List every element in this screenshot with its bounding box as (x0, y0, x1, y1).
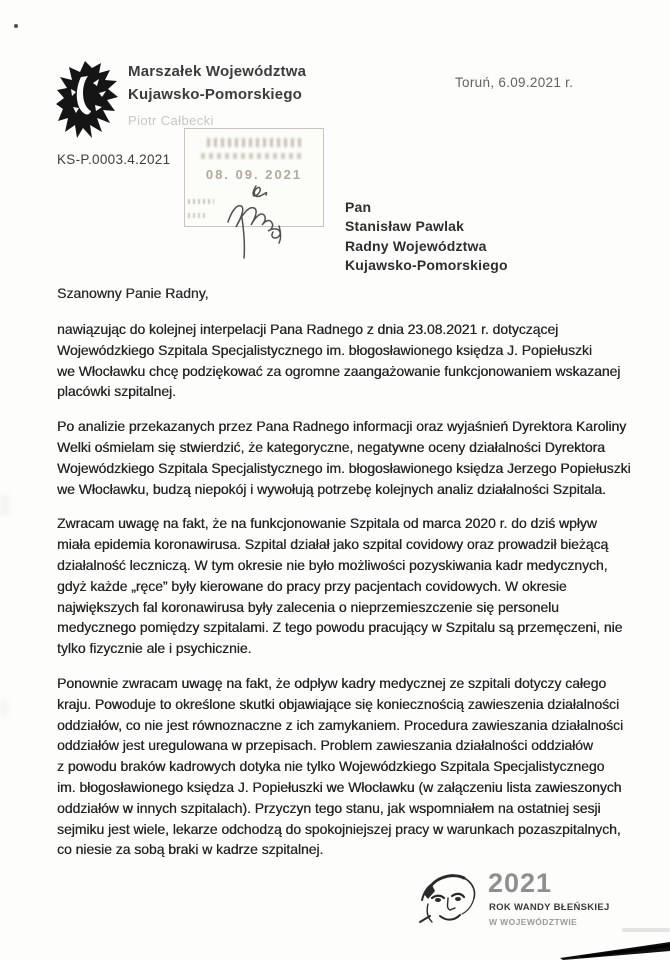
reference-number: KS-P.0003.4.2021 (57, 152, 171, 167)
stamp-illegible-text (201, 153, 305, 159)
text-line: co niesie za sobą braki w kadrze szpitalnej. (57, 841, 324, 858)
text-line: Zwracam uwagę na fakt, że na funkcjonowanie Szpitala od marca 2020 r. do dziś wpływ (57, 515, 597, 532)
paragraph (57, 319, 647, 402)
text-line: medycznego pomiędzy szpitalami. Z tego powodu pracujący w Szpitalu są przemęczeni, nie (57, 619, 623, 636)
stamp-illegible-text (188, 213, 208, 218)
text-line: miała epidemia koronawirusa. Szpital działał jako szpital covidowy oraz prowadził bieżącą (57, 536, 609, 553)
stamp-illegible-text (188, 199, 214, 204)
scan-shadow-wedge (560, 938, 670, 960)
text-line: działalność leczniczą. W tym okresie nie było możliwości pozyskiwania kadr medycznych, (57, 556, 608, 573)
letter-body (57, 319, 647, 874)
scan-speck (14, 24, 18, 28)
footer-caption-line1: ROK WANDY BŁEŃSKIEJ (489, 902, 610, 913)
recipient-line: Radny Województwa (345, 237, 487, 254)
salutation: Szanowny Panie Radny, (57, 285, 209, 301)
text-line: oddziałów w innych szpitalach). Przyczyn tego stanu, jak wspomniałem na ostatniej sesji (57, 799, 601, 816)
scan-edge-smudge (0, 495, 10, 515)
text-line: kraju. Powoduje to określone skutki objawiające się koniecznością zawieszenia działalności (57, 695, 620, 712)
paragraph (57, 673, 647, 860)
stamp-date: 08. 09. 2021 (205, 167, 303, 182)
paragraph (57, 416, 647, 499)
paragraph (57, 513, 647, 659)
recipient-line: Stanisław Pawlak (345, 218, 465, 235)
scan-edge-smudge (0, 700, 8, 716)
recipient-block (345, 198, 508, 275)
text-line: tylko fizycznie ale i psychicznie. (57, 640, 252, 657)
footer-year: 2021 (488, 868, 553, 898)
footer-caption-line2: W WOJEWÓDZTWIE (489, 917, 578, 927)
text-line: z powodu braków kadrowych dotyka nie tylko Wojewódzkiego Szpitala Specjalistycznego (57, 758, 605, 775)
text-line: we Włocławku chcę podziękować za ogromne zaangażowanie funkcjonowaniem wskazanej (57, 362, 621, 379)
text-line: oddziałów jest uregulowana w przepisach. Problem zawieszania działalności oddziałów (57, 737, 593, 754)
recipient-line: Kujawsko-Pomorskiego (345, 256, 508, 273)
text-line: we Włocławku, budzą niepokój i wywołują potrzebę kolejnych analiz działalności Szpitala. (57, 480, 606, 497)
text-line: nawiązując do kolejnej interpelacji Pana Radnego z dnia 23.08.2021 r. dotyczącej (57, 321, 559, 337)
sender-block (128, 60, 306, 132)
text-line: Ponownie zwracam uwagę na fakt, że odpływ kadry medycznej ze szpitali dotyczy całego (57, 674, 607, 691)
sender-title-line2: Kujawsko-Pomorskiego (128, 86, 303, 103)
text-line: gdyż każde „ręce” były kierowane do pracy przy pacjentach covidowych. W okresie (57, 577, 567, 594)
text-line: Wojewódzkiego Szpitala Specjalistycznego im. błogosławionego księdza J. Popiełuszki (57, 341, 592, 358)
recipient-line: Pan (345, 199, 372, 215)
scan-streak (622, 928, 670, 932)
text-line: oddziałów, co nie jest równoznaczne z ich zamykaniem. Procedura zawieszania działalności (57, 716, 623, 733)
sender-title-line1: Marszałek Województwa (128, 63, 307, 80)
stamp-illegible-text (207, 138, 303, 147)
text-line: Welki ośmielam się stwierdzić, że kategoryczne, negatywne oceny działalności Dyrektora (57, 438, 605, 455)
signature-scribble (222, 182, 304, 262)
text-line: im. błogosławionego księdza J. Popiełuszki we Włocławku (w załączeniu lista zawieszonych (57, 778, 622, 795)
sender-name-faint: Piotr Całbecki (128, 113, 214, 128)
text-line: placówki szpitalnej. (57, 383, 176, 400)
text-line: Wojewódzkiego Szpitala Specjalistycznego im. błogosławionego księdza Jerzego Popiełuszki (57, 459, 631, 476)
wanda-blenska-portrait-icon (418, 870, 482, 932)
kujawsko-pomorskie-eagle-icon (55, 59, 119, 139)
text-line: największych fal koronawirusa były zalecenia o nieprzemieszczenie się personelu (57, 598, 559, 615)
text-line: Po analizie przekazanych przez Pana Radnego informacji oraz wyjaśnień Dyrektora Karoliny (57, 418, 627, 435)
dateline: Toruń, 6.09.2021 r. (455, 75, 574, 90)
text-line: sejmiku jest wiele, lekarze odchodzą do spokojniejszej pracy w warunkach pozaszpitalnych, (57, 820, 621, 837)
